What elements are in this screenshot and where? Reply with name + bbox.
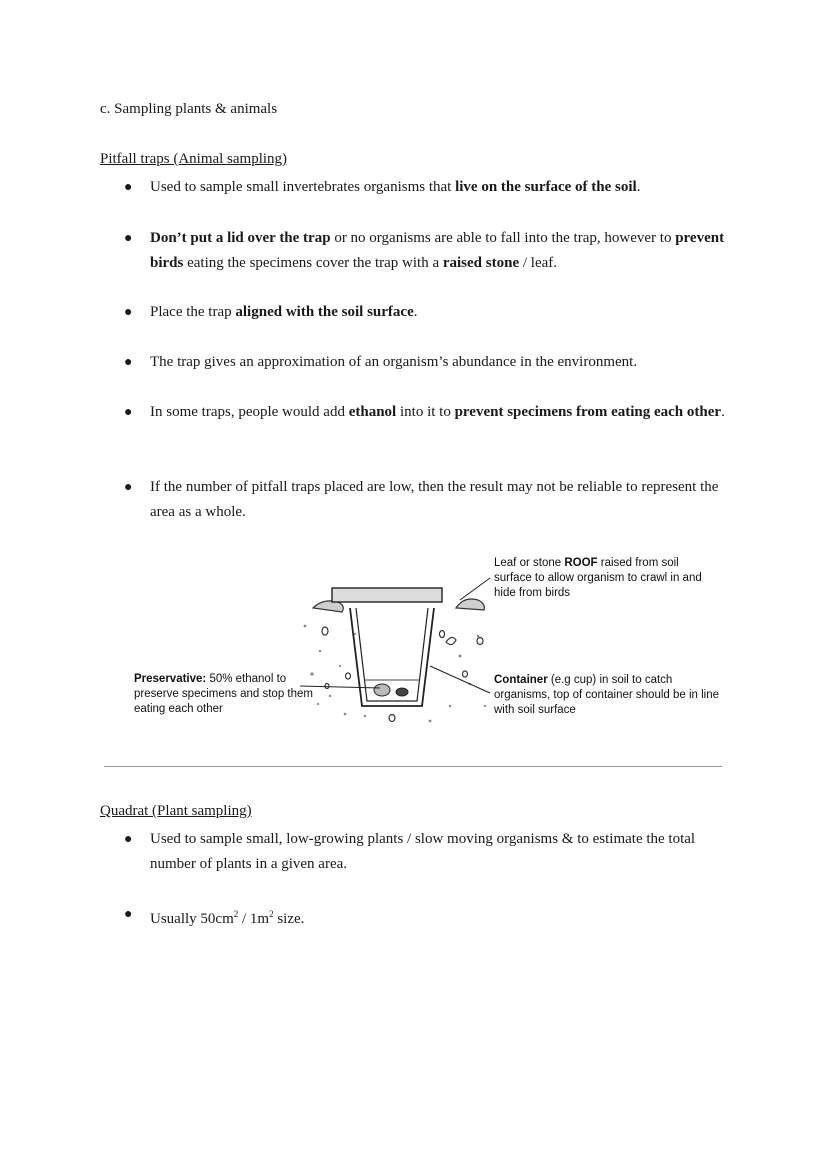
quadrat-heading: Quadrat (Plant sampling)	[100, 803, 252, 819]
specimens	[374, 684, 408, 696]
bullet-dot: ●	[124, 355, 133, 370]
preservative-label: Preservative: 50% ethanol to preserve specimens and stop them eating each other	[134, 673, 313, 715]
soil-lump-right	[456, 599, 484, 610]
bullet-dot: ●	[124, 832, 133, 847]
bullet-dot: ●	[124, 907, 133, 922]
document-page: c. Sampling plants & animals Pitfall traps (Animal sampling) ● Used to sample small invertebrates organisms that live on the surface of the soil. ● Don’t put a lid over the trap or no organisms are able to fall into the trap, however to prevent birds eating the specimens cover the trap with a raised stone / leaf. ● Place the trap aligned with the soil surface. ● The trap gives an approximation of an organism’s abundance in the environment. ● In some traps, people would add ethanol into it to prevent specimens from eating each other. ● If the number of pitfall traps placed are low, then the result may not be reliable to represent the area as a whole. Leaf or stone ROOF raised from soil surface to allow organism to crawl in and hide from birds Preservative: 50% ethanol to preserve specimens and stop them eating each other Container (e.g cup) in soil to catch organisms, top of container should be in line with soil surface Quadrat (Plant sampling) ● Used to sample small, low-growing plants / slow moving organisms & to estimate the total number of plants in a given area. ● Usually $50cm^2 / 1m^2$ size.	[0, 0, 828, 1169]
section-title: c. Sampling plants & animals	[100, 101, 278, 117]
section-divider	[104, 766, 722, 767]
container-cup-inner	[356, 608, 428, 701]
soil-stones	[322, 627, 483, 722]
bullet-dot: ●	[124, 480, 133, 495]
container-cup	[350, 608, 434, 706]
roof-slab	[332, 588, 442, 602]
container-label: Container (e.g cup) in soil to catch organisms, top of container should be in line with soil surface	[494, 674, 720, 716]
bullet-dot: ●	[124, 405, 133, 420]
bullet-dot: ●	[124, 180, 133, 195]
pitfall-heading: Pitfall traps (Animal sampling)	[100, 151, 288, 167]
roof-leader-line	[460, 578, 490, 600]
pitfall-trap-diagram	[130, 556, 730, 736]
bullet-dot: ●	[124, 231, 133, 246]
bullet-dot: ●	[124, 305, 133, 320]
roof-label: Leaf or stone ROOF raised from soil surface to allow organism to crawl in and hide from birds	[494, 557, 702, 599]
container-leader-line	[430, 666, 490, 693]
